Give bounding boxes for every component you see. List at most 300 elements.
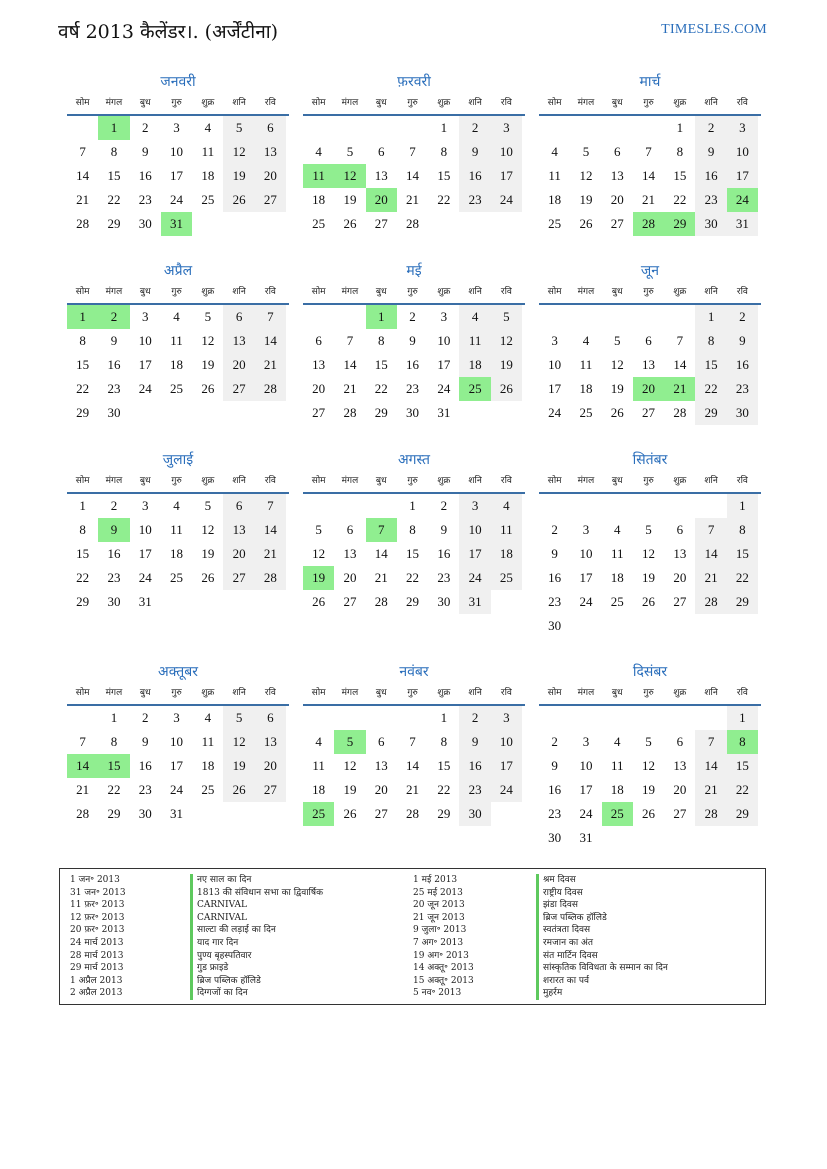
empty-cell (334, 494, 365, 518)
empty-cell (303, 494, 334, 518)
weekday-label: मंगल (105, 476, 123, 486)
day-cell: 4 (173, 498, 180, 513)
day-cell: 2 (141, 710, 149, 725)
day-cell: 23 (695, 188, 726, 212)
day-cell: 10 (170, 144, 184, 159)
legend-date: 1 जन॰ 2013 (70, 875, 120, 885)
day-cell: 12 (201, 333, 215, 348)
day-cell: 27 (673, 806, 687, 821)
day-cell: 24 (138, 570, 152, 585)
day-cell: 21 (255, 542, 286, 566)
legend-holiday-name: गुड फ्राइडे (190, 962, 323, 975)
empty-cell (633, 494, 664, 518)
day-cell: 22 (406, 570, 420, 585)
day-cell: 29 (406, 594, 420, 609)
day-cell: 24 (491, 778, 522, 802)
day-cell: 10 (727, 140, 758, 164)
legend-date: 15 अक्तू॰ 2013 (413, 975, 474, 986)
day-cell: 14 (76, 168, 90, 183)
weekday-label: रवि (736, 287, 748, 297)
month-block (303, 261, 525, 425)
legend-date: 31 जन॰ 2013 (70, 887, 126, 898)
day-cell: 11 (491, 518, 522, 542)
legend-dates-right (413, 874, 474, 1000)
legend-holiday-name: श्रम दिवस (536, 874, 668, 887)
day-cell: 7 (695, 518, 726, 542)
day-cell: 21 (695, 778, 726, 802)
day-cell: 26 (610, 405, 624, 420)
day-cell: 16 (548, 782, 562, 797)
day-cell: 21 (76, 782, 90, 797)
day-cell: 19 (579, 192, 593, 207)
empty-cell (334, 305, 365, 329)
weekday-header (303, 470, 525, 494)
day-cell: 15 (437, 758, 451, 773)
day-cell: 2 (409, 309, 416, 324)
weekday-label: बुध (611, 287, 623, 297)
day-cell: 22 (107, 192, 121, 207)
day-cell: 26 (201, 570, 215, 585)
day-cell: 8 (79, 333, 86, 348)
weekday-label: मंगल (577, 287, 595, 297)
day-cell: 29 (76, 405, 90, 420)
day-cell: 3 (491, 706, 522, 730)
day-cell: 15 (76, 546, 90, 561)
weekday-label: गुरु (643, 476, 654, 486)
weekday-label: शुक्र (437, 98, 451, 108)
weekday-label: शुक्र (437, 476, 451, 486)
day-cell: 8 (110, 144, 118, 159)
day-cell: 27 (312, 405, 326, 420)
weekday-label: शुक्र (201, 688, 215, 698)
legend-date: 29 मार्च 2013 (70, 963, 124, 974)
day-cell: 19 (610, 381, 624, 396)
weekday-label: बुध (611, 98, 623, 108)
day-cell: 4 (551, 144, 558, 159)
month-block (539, 450, 761, 638)
page-title: वर्ष 2013 कैलेंडर।. (अर्जेंटीना) (58, 21, 279, 43)
day-cell: 30 (107, 594, 121, 609)
day-cell: 14 (406, 168, 420, 183)
month-block (539, 662, 761, 850)
day-grid (539, 706, 761, 850)
day-cell: 13 (343, 546, 357, 561)
day-cell: 22 (437, 192, 451, 207)
day-cell: 8 (377, 333, 385, 348)
day-cell: 22 (437, 782, 451, 797)
day-cell: 13 (255, 730, 286, 754)
day-cell: 11 (459, 329, 490, 353)
weekday-header (539, 470, 761, 494)
day-cell: 11 (201, 144, 215, 159)
day-cell: 5 (491, 305, 522, 329)
legend-date: 11 फ़र॰ 2013 (70, 900, 125, 911)
day-cell: 24 (491, 188, 522, 212)
holiday-day-cell: 25 (602, 802, 633, 826)
empty-cell (570, 706, 601, 730)
day-cell: 7 (409, 734, 416, 749)
day-cell: 20 (374, 782, 388, 797)
day-cell: 16 (727, 353, 758, 377)
weekday-label: रवि (264, 688, 276, 698)
day-cell: 6 (346, 522, 354, 537)
day-cell: 18 (170, 546, 184, 561)
day-cell: 29 (76, 594, 90, 609)
weekday-label: बुध (611, 476, 623, 486)
day-cell: 30 (437, 594, 451, 609)
month-name: जुलाई (162, 452, 194, 468)
day-cell: 18 (201, 758, 215, 773)
day-cell: 25 (201, 192, 215, 207)
weekday-label: मंगल (577, 688, 595, 698)
empty-cell (539, 116, 570, 140)
day-cell: 27 (642, 405, 656, 420)
day-cell: 11 (201, 734, 215, 749)
day-cell: 31 (138, 594, 152, 609)
day-cell: 27 (610, 216, 624, 231)
day-cell: 10 (459, 518, 490, 542)
day-cell: 30 (138, 806, 152, 821)
legend-holiday-name: याद गार दिन (190, 937, 323, 950)
day-cell: 26 (642, 806, 656, 821)
holiday-day-cell: 20 (633, 377, 664, 401)
day-cell: 13 (223, 329, 254, 353)
day-cell: 6 (255, 706, 286, 730)
day-grid (67, 706, 289, 826)
weekday-label: शनि (468, 98, 482, 108)
empty-cell (664, 706, 695, 730)
day-cell: 27 (223, 377, 254, 401)
weekday-label: सोम (547, 98, 562, 108)
legend-holiday-name: झंडा दिवस (536, 899, 668, 912)
empty-cell (695, 494, 726, 518)
holiday-legend (59, 868, 766, 1005)
weekday-label: शुक्र (673, 476, 687, 486)
day-cell: 26 (223, 778, 254, 802)
day-cell: 3 (173, 710, 180, 725)
day-cell: 14 (695, 542, 726, 566)
day-cell: 11 (548, 168, 561, 183)
day-cell: 8 (440, 144, 448, 159)
empty-cell (366, 116, 397, 140)
day-cell: 16 (406, 357, 420, 372)
day-cell: 18 (548, 192, 562, 207)
day-cell: 12 (642, 546, 656, 561)
empty-cell (334, 706, 365, 730)
day-cell: 31 (459, 590, 490, 614)
day-cell: 20 (255, 164, 286, 188)
weekday-header (303, 682, 525, 706)
day-cell: 18 (170, 357, 184, 372)
weekday-label: रवि (500, 98, 512, 108)
month-block (67, 261, 289, 425)
month-name: फ़रवरी (397, 74, 431, 90)
day-cell: 19 (223, 754, 254, 778)
day-cell: 26 (642, 594, 656, 609)
day-cell: 2 (440, 498, 448, 513)
day-cell: 24 (170, 192, 184, 207)
weekday-header (67, 470, 289, 494)
empty-cell (334, 116, 365, 140)
month-block (303, 450, 525, 614)
legend-date: 25 मई 2013 (413, 887, 463, 898)
legend-holiday-name: राष्ट्रीय दिवस (536, 887, 668, 900)
day-grid (303, 305, 525, 425)
day-cell: 19 (343, 192, 357, 207)
month-name: नवंबर (399, 664, 429, 680)
day-cell: 7 (695, 730, 726, 754)
day-cell: 20 (223, 353, 254, 377)
weekday-label: बुध (375, 476, 387, 486)
day-cell: 12 (579, 168, 593, 183)
day-cell: 28 (673, 405, 687, 420)
holiday-day-cell: 14 (67, 754, 98, 778)
day-cell: 27 (374, 806, 388, 821)
day-cell: 20 (673, 782, 687, 797)
weekday-label: शनि (468, 476, 482, 486)
day-cell: 31 (579, 830, 593, 845)
legend-date: 20 फ़र॰ 2013 (70, 925, 125, 936)
day-cell: 14 (406, 758, 420, 773)
weekday-label: शनि (704, 287, 718, 297)
weekday-label: सोम (547, 287, 562, 297)
day-cell: 5 (223, 116, 254, 140)
day-cell: 1 (676, 120, 684, 135)
weekday-label: रवि (264, 476, 276, 486)
day-grid (67, 494, 289, 614)
weekday-header (303, 281, 525, 305)
day-cell: 17 (437, 357, 451, 372)
day-cell: 24 (437, 381, 451, 396)
day-cell: 16 (437, 546, 451, 561)
weekday-label: गुरु (643, 688, 654, 698)
day-cell: 2 (459, 116, 490, 140)
day-cell: 7 (409, 144, 416, 159)
day-cell: 17 (548, 381, 562, 396)
day-cell: 28 (374, 594, 388, 609)
day-cell: 15 (727, 754, 758, 778)
day-cell: 2 (459, 706, 490, 730)
day-cell: 13 (223, 518, 254, 542)
day-cell: 5 (582, 144, 590, 159)
day-cell: 8 (440, 734, 448, 749)
legend-date: 7 अग॰ 2013 (413, 937, 464, 948)
holiday-day-cell: 19 (303, 566, 334, 590)
day-cell: 16 (548, 570, 562, 585)
day-cell: 27 (374, 216, 388, 231)
day-cell: 5 (204, 498, 212, 513)
day-cell: 7 (79, 734, 86, 749)
day-grid (303, 706, 525, 826)
day-cell: 12 (610, 357, 624, 372)
day-cell: 9 (695, 140, 726, 164)
day-cell: 10 (138, 522, 152, 537)
day-cell: 24 (579, 594, 593, 609)
day-cell: 16 (107, 357, 121, 372)
day-cell: 6 (315, 333, 322, 348)
day-cell: 26 (223, 188, 254, 212)
weekday-label: बुध (139, 476, 151, 486)
day-cell: 22 (727, 778, 758, 802)
weekday-label: सोम (311, 688, 326, 698)
weekday-header (67, 92, 289, 116)
day-cell: 18 (201, 168, 215, 183)
day-cell: 13 (374, 168, 388, 183)
day-cell: 31 (727, 212, 758, 236)
day-cell: 11 (610, 758, 624, 773)
legend-holiday-name: मुहर्रम (536, 987, 668, 1000)
holiday-day-cell: 1 (98, 116, 129, 140)
empty-cell (695, 706, 726, 730)
day-cell: 23 (107, 570, 121, 585)
weekday-label: रवि (264, 98, 276, 108)
day-cell: 8 (110, 734, 118, 749)
day-cell: 13 (610, 168, 624, 183)
weekday-header (67, 682, 289, 706)
legend-names-right (536, 874, 668, 1000)
day-cell: 25 (312, 216, 326, 231)
weekday-label: गुरु (407, 688, 418, 698)
day-cell: 3 (440, 309, 448, 324)
day-cell: 23 (727, 377, 758, 401)
weekday-label: मंगल (105, 98, 123, 108)
day-cell: 26 (491, 377, 522, 401)
day-cell: 17 (579, 570, 593, 585)
day-cell: 5 (645, 522, 652, 537)
day-cell: 27 (343, 594, 357, 609)
day-cell: 16 (107, 546, 121, 561)
day-cell: 16 (138, 168, 152, 183)
empty-cell (397, 706, 428, 730)
legend-date: 2 अप्रैल 2013 (70, 988, 123, 999)
day-cell: 8 (409, 522, 416, 537)
day-cell: 15 (437, 168, 451, 183)
day-cell: 21 (255, 353, 286, 377)
month-block (303, 662, 525, 826)
day-cell: 22 (76, 381, 90, 396)
day-cell: 11 (610, 546, 624, 561)
day-cell: 2 (551, 522, 558, 537)
weekday-label: गुरु (407, 476, 418, 486)
day-cell: 6 (613, 144, 621, 159)
site-link[interactable]: TIMESLES.COM (661, 22, 767, 37)
day-cell: 14 (343, 357, 357, 372)
day-cell: 15 (374, 357, 388, 372)
holiday-day-cell: 25 (459, 377, 490, 401)
empty-cell (397, 116, 428, 140)
day-cell: 28 (343, 405, 357, 420)
weekday-label: शनि (232, 476, 246, 486)
weekday-label: मंगल (577, 476, 595, 486)
day-cell: 10 (437, 333, 451, 348)
day-cell: 1 (409, 498, 416, 513)
day-cell: 6 (223, 305, 254, 329)
day-cell: 2 (695, 116, 726, 140)
day-cell: 3 (141, 309, 149, 324)
day-cell: 20 (255, 754, 286, 778)
day-cell: 9 (551, 758, 558, 773)
weekday-label: बुध (375, 688, 387, 698)
weekday-label: मंगल (341, 98, 359, 108)
holiday-day-cell: 1 (67, 305, 98, 329)
weekday-label: सोम (75, 98, 90, 108)
weekday-label: शनि (704, 98, 718, 108)
day-cell: 4 (173, 309, 180, 324)
weekday-label: सोम (75, 476, 90, 486)
day-cell: 14 (642, 168, 656, 183)
holiday-day-cell: 21 (664, 377, 695, 401)
month-name: अगस्त (397, 452, 430, 468)
legend-date: 21 जून 2013 (413, 912, 465, 923)
day-cell: 16 (459, 164, 490, 188)
day-cell: 24 (579, 806, 593, 821)
day-cell: 23 (107, 381, 121, 396)
day-cell: 26 (343, 806, 357, 821)
holiday-day-cell: 9 (98, 518, 129, 542)
day-cell: 3 (491, 116, 522, 140)
day-cell: 29 (727, 590, 758, 614)
day-cell: 16 (138, 758, 152, 773)
weekday-label: शुक्र (201, 287, 215, 297)
month-name: दिसंबर (632, 664, 668, 680)
weekday-label: बुध (375, 98, 387, 108)
empty-cell (664, 305, 695, 329)
weekday-label: सोम (311, 287, 326, 297)
weekday-label: बुध (611, 688, 623, 698)
day-grid (539, 494, 761, 638)
day-cell: 24 (459, 566, 490, 590)
day-cell: 25 (610, 594, 624, 609)
day-cell: 9 (110, 333, 118, 348)
day-cell: 6 (377, 144, 385, 159)
day-grid (303, 494, 525, 614)
empty-cell (67, 116, 98, 140)
day-cell: 20 (312, 381, 326, 396)
holiday-day-cell: 29 (664, 212, 695, 236)
legend-holiday-name: शरारत का पर्व (536, 975, 668, 988)
day-cell: 7 (676, 333, 684, 348)
day-cell: 2 (727, 305, 758, 329)
day-cell: 17 (459, 542, 490, 566)
weekday-label: रवि (500, 688, 512, 698)
day-cell: 29 (727, 802, 758, 826)
day-cell: 17 (138, 357, 152, 372)
day-cell: 8 (695, 329, 726, 353)
weekday-label: मंगल (341, 688, 359, 698)
day-cell: 24 (138, 381, 152, 396)
weekday-label: बुध (139, 688, 151, 698)
legend-date: 14 अक्तू॰ 2013 (413, 963, 474, 974)
day-cell: 17 (170, 758, 184, 773)
weekday-label: शनि (232, 287, 246, 297)
day-cell: 22 (727, 566, 758, 590)
month-block (539, 72, 761, 236)
day-cell: 21 (406, 782, 420, 797)
day-cell: 21 (695, 566, 726, 590)
day-cell: 7 (255, 305, 286, 329)
legend-holiday-name: रमजान का अंत (536, 937, 668, 950)
day-cell: 9 (141, 734, 149, 749)
day-cell: 1 (727, 494, 758, 518)
day-cell: 17 (727, 164, 758, 188)
day-cell: 15 (406, 546, 420, 561)
day-cell: 7 (346, 333, 354, 348)
legend-holiday-name: स्वतंत्रता दिवस (536, 924, 668, 937)
weekday-header (539, 682, 761, 706)
day-cell: 17 (138, 546, 152, 561)
day-cell: 10 (491, 730, 522, 754)
weekday-label: शुक्र (673, 287, 687, 297)
